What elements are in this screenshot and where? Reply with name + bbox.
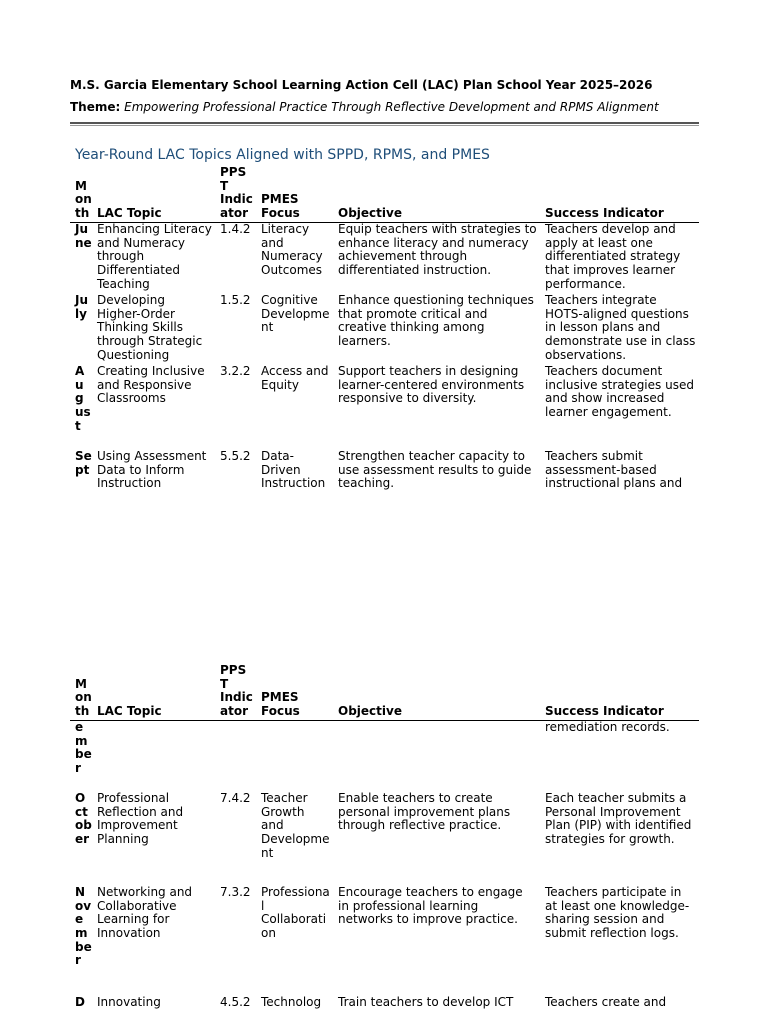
header-divider-thin — [70, 125, 699, 126]
header-month: Month — [70, 664, 92, 720]
header-objective: Objective — [333, 166, 540, 222]
cell-month: D — [75, 994, 85, 1009]
header-objective: Objective — [333, 664, 540, 720]
document-theme — [70, 99, 700, 115]
cell-objective: Encourage teachers to engage in professional learning networks to improve practice. — [338, 884, 523, 927]
cell-pmes-focus — [256, 720, 333, 792]
cell-success-indicator: remediation records. — [545, 719, 670, 734]
cell-pmes-focus: Cognitive Development — [261, 292, 330, 335]
cell-ppst-indicator: 1.4.2 — [220, 221, 251, 236]
cell-lac-topic — [92, 720, 215, 792]
cell-pmes-focus: Literacy and Numeracy Outcomes — [261, 221, 323, 277]
cell-ppst-indicator: 7.3.2 — [220, 884, 251, 899]
cell-month: June — [75, 221, 92, 250]
cell-month: July — [75, 292, 89, 321]
cell-month: November — [75, 884, 92, 968]
table-header-row — [70, 664, 699, 720]
header-pmes-focus: PMES Focus — [256, 664, 333, 720]
table-row — [70, 792, 699, 886]
cell-ppst-indicator: 5.5.2 — [220, 448, 251, 463]
cell-pmes-focus: Access and Equity — [261, 363, 329, 392]
table-header-row — [70, 166, 699, 222]
cell-pmes-focus: Technolog — [261, 994, 322, 1009]
cell-ppst-indicator: 4.5.2 — [220, 994, 251, 1009]
table-row — [70, 294, 699, 365]
table-row — [70, 450, 699, 520]
cell-success-indicator: Teachers develop and apply at least one differentiated strategy that improves learner performance. — [545, 221, 681, 291]
header-lac-topic: LAC Topic — [92, 664, 215, 720]
table-row — [70, 996, 699, 1016]
theme-text: Empowering Professional Practice Through Reflective Development and RPMS Alignment — [124, 100, 659, 114]
section-heading: Year-Round LAC Topics Aligned with SPPD, RPMS, and PMES — [75, 147, 490, 163]
cell-ppst-indicator: 7.4.2 — [220, 790, 251, 805]
cell-ppst-indicator: 3.2.2 — [220, 363, 251, 378]
table-row — [70, 365, 699, 450]
cell-pmes-focus: Data-Driven Instruction — [261, 448, 326, 491]
cell-lac-topic: Innovating — [97, 994, 161, 1009]
cell-objective: Enhance questioning techniques that promote critical and creative thinking among learners. — [338, 292, 534, 348]
table-row — [70, 720, 699, 792]
cell-ppst-indicator — [215, 720, 256, 792]
cell-success-indicator: Teachers participate in at least one knowledge-sharing session and submit reflection logs. — [545, 884, 690, 940]
cell-objective: Strengthen teacher capacity to use assessment results to guide teaching. — [338, 448, 532, 491]
header-ppst-indicator: PPST Indicator — [215, 166, 256, 222]
cell-objective: Train teachers to develop ICT — [338, 994, 514, 1009]
header-month: Month — [70, 166, 92, 222]
lac-topics-table-page-1 — [70, 166, 699, 520]
header-pmes-focus: PMES Focus — [256, 166, 333, 222]
cell-lac-topic: Professional Reflection and Improvement Planning — [97, 790, 184, 846]
cell-success-indicator: Teachers document inclusive strategies used and show increased learner engagement. — [545, 363, 694, 419]
header-lac-topic: LAC Topic — [92, 166, 215, 222]
cell-lac-topic: Networking and Collaborative Learning for Innovation — [97, 884, 193, 940]
cell-month: ember — [75, 719, 92, 775]
lac-topics-table-page-2 — [70, 664, 699, 1016]
cell-success-indicator: Each teacher submits a Personal Improvement Plan (PIP) with identified strategies for growth. — [545, 790, 692, 846]
cell-success-indicator: Teachers create and — [545, 994, 667, 1009]
cell-pmes-focus: Professional Collaboration — [261, 884, 330, 940]
cell-objective: Support teachers in designing learner-centered environments responsive to diversity. — [338, 363, 525, 406]
cell-objective: Enable teachers to create personal improvement plans through reflective practice. — [338, 790, 511, 833]
cell-month: October — [75, 790, 92, 846]
table-row — [70, 886, 699, 996]
header-success-indicator: Success Indicator — [540, 664, 699, 720]
theme-label: Theme: — [70, 100, 121, 114]
cell-lac-topic: Developing Higher-Order Thinking Skills through Strategic Questioning — [97, 292, 203, 362]
cell-success-indicator: Teachers submit assessment-based instructional plans and — [545, 448, 683, 491]
cell-ppst-indicator: 1.5.2 — [220, 292, 251, 307]
document-title: M.S. Garcia Elementary School Learning Action Cell (LAC) Plan School Year 2025–2026 — [70, 78, 653, 92]
cell-month: August — [75, 363, 91, 433]
cell-objective — [333, 720, 540, 792]
header-success-indicator: Success Indicator — [540, 166, 699, 222]
cell-month: Sept — [75, 448, 92, 477]
header-divider — [70, 122, 699, 124]
cell-objective: Equip teachers with strategies to enhance literacy and numeracy achievement through differentiated instruction. — [338, 221, 537, 277]
header-ppst-indicator: PPST Indicator — [215, 664, 256, 720]
cell-lac-topic: Enhancing Literacy and Numeracy through Differentiated Teaching — [97, 221, 212, 291]
cell-success-indicator: Teachers integrate HOTS-aligned questions in lesson plans and demonstrate use in class observations. — [545, 292, 696, 362]
cell-pmes-focus: Teacher Growth and Development — [261, 790, 330, 860]
cell-lac-topic: Using Assessment Data to Inform Instruction — [97, 448, 207, 491]
table-row — [70, 222, 699, 294]
cell-lac-topic: Creating Inclusive and Responsive Classrooms — [97, 363, 205, 406]
